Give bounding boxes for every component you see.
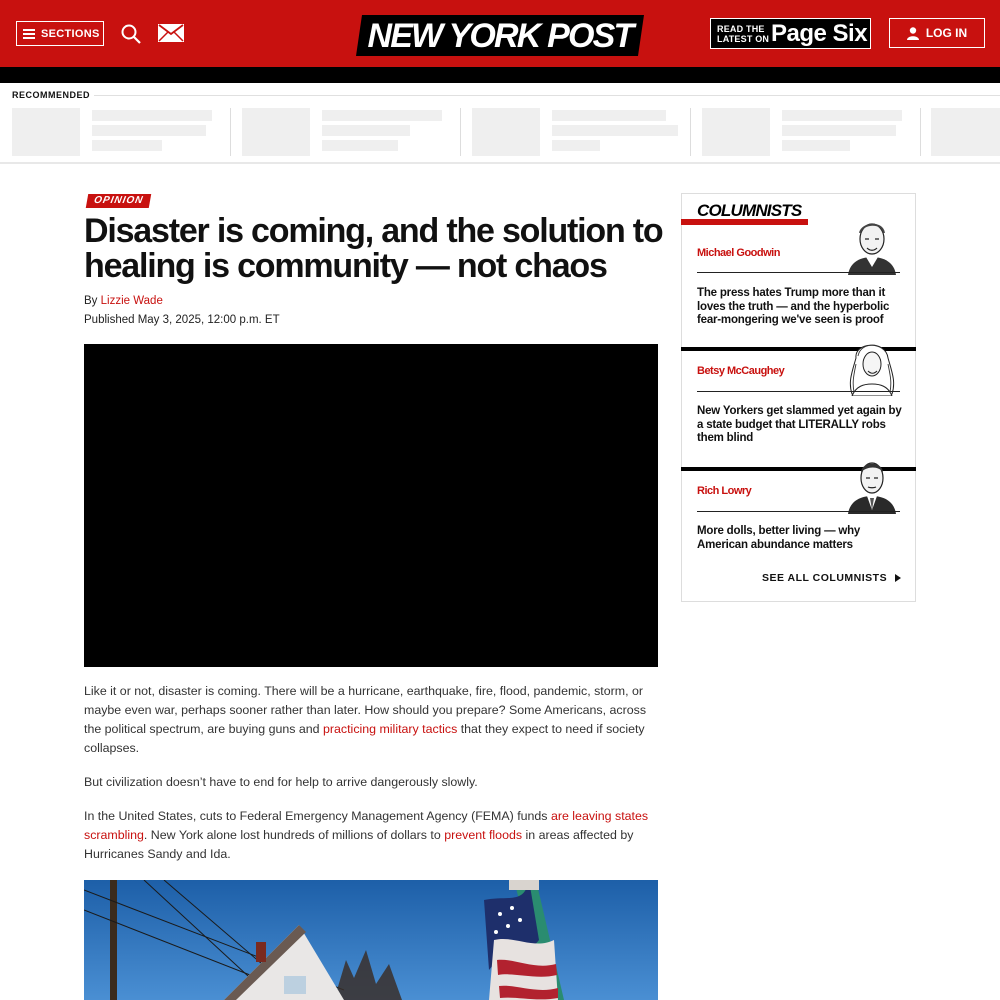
mail-icon[interactable] (158, 24, 184, 42)
article-headline: Disaster is coming, and the solution to healing is community — not chaos (84, 212, 663, 285)
pagesix-promo-link[interactable] (710, 18, 871, 49)
header-black-bar (0, 67, 1000, 83)
article-photo[interactable] (84, 880, 658, 1000)
byline-prefix: By (84, 295, 98, 307)
article-paragraph (84, 682, 664, 758)
article-paragraph (84, 807, 664, 864)
columnist-story-link[interactable]: The press hates Trump more than it loves the truth — and the hyperbolic fear-mongering we've seen is proof (697, 287, 890, 326)
columnist-rule (697, 511, 900, 512)
columnists-title[interactable]: COLUMNISTS (697, 201, 802, 220)
sections-label: SECTIONS (41, 27, 100, 40)
recommended-item-placeholder[interactable] (931, 108, 1000, 156)
recommended-label: RECOMMENDED (12, 90, 94, 100)
see-all-label: SEE ALL COLUMNISTS (762, 572, 888, 584)
recommended-bottom-rule (0, 162, 1000, 164)
recommended-strip (0, 104, 1000, 162)
sections-menu-button[interactable] (16, 21, 104, 46)
recommended-item-placeholder[interactable] (12, 108, 222, 156)
pagesix-small-text: READ THE LATEST ON (717, 23, 770, 44)
columnist-story-link[interactable]: More dolls, better living — why American abundance matters (697, 525, 861, 551)
inline-link[interactable]: are leaving states scrambling (84, 809, 649, 842)
inline-link[interactable]: prevent floods (444, 828, 523, 842)
recommended-divider (920, 108, 921, 156)
paragraph-text: in areas affected by Hurricanes Sandy and Ida. (84, 828, 634, 861)
columnist-avatar[interactable] (842, 217, 902, 275)
login-button[interactable] (889, 18, 985, 48)
byline (84, 295, 163, 307)
columnist-rule (697, 391, 900, 392)
recommended-item-placeholder[interactable] (242, 108, 452, 156)
paragraph-text: . New York alone lost hundreds of millions of dollars to (143, 828, 445, 842)
columnist-story-link[interactable]: New Yorkers get slammed yet again by a state budget that LITERALLY robs them blind (697, 405, 902, 444)
paragraph-text: In the United States, cuts to Federal Emergency Management Agency (FEMA) funds (84, 809, 551, 823)
user-icon (907, 27, 919, 40)
pagesix-logo-text: Page Six (771, 19, 868, 47)
see-all-columnists-link[interactable] (762, 572, 901, 584)
site-logo[interactable] (356, 12, 644, 56)
recommended-divider (460, 108, 461, 156)
paragraph-text: that they expect to need if society collapses. (84, 722, 645, 755)
caret-right-icon (895, 574, 901, 582)
article-paragraph: But civilization doesn’t have to end for help to arrive dangerously slowly. (84, 775, 478, 789)
login-label: LOG IN (925, 26, 968, 40)
logo-text: NEW YORK POST (367, 17, 633, 55)
hamburger-icon (23, 29, 35, 39)
columnist-avatar[interactable] (842, 456, 902, 514)
published-date: Published May 3, 2025, 12:00 p.m. ET (84, 314, 280, 326)
recommended-item-placeholder[interactable] (702, 108, 912, 156)
columnist-name[interactable]: Rich Lowry (697, 485, 752, 497)
author-link[interactable]: Lizzie Wade (100, 295, 163, 307)
recommended-divider (690, 108, 691, 156)
columnist-avatar[interactable] (842, 338, 902, 396)
inline-link[interactable]: practicing military tactics (323, 722, 458, 736)
columnist-name[interactable]: Michael Goodwin (697, 247, 780, 259)
search-icon[interactable] (120, 23, 142, 45)
paragraph-text: Like it or not, disaster is coming. There will be a hurricane, earthquake, fire, flood, pandemic, storm, or maybe even war, perhaps sooner rather than later. How should you prepare? Some Americans, across the political spectrum, are buying guns and (84, 684, 647, 736)
recommended-item-placeholder[interactable] (472, 108, 682, 156)
section-tag[interactable]: OPINION (86, 194, 152, 208)
recommended-rule (12, 95, 1000, 96)
recommended-divider (230, 108, 231, 156)
columnist-name[interactable]: Betsy McCaughey (697, 365, 785, 377)
columnist-rule (697, 272, 900, 273)
video-player[interactable] (84, 344, 658, 667)
